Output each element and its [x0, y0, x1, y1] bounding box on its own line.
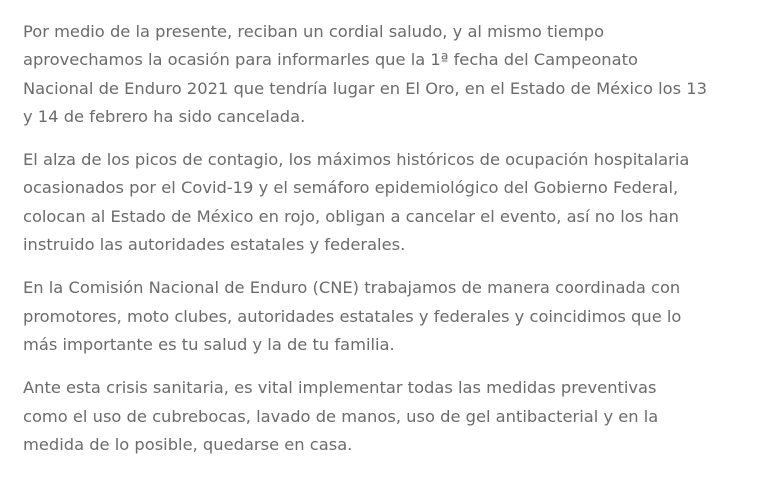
text-line: ocasionados por el Covid-19 y el semáforo epidemiológico del Gobierno Federal, — [23, 178, 679, 198]
paragraph-cne-statement — [23, 274, 749, 359]
text-line: aprovechamos la ocasión para informarles que la 1ª fecha del Campeonato — [23, 50, 638, 70]
text-line: colocan al Estado de México en rojo, obligan a cancelar el evento, así no los han — [23, 206, 679, 226]
text-line: como el uso de cubrebocas, lavado de manos, uso de gel antibacterial y en la — [23, 406, 659, 426]
text-line: medida de lo posible, quedarse en casa. — [23, 434, 353, 454]
text-line: Nacional de Enduro 2021 que tendría lugar en El Oro, en el Estado de México los 13 — [23, 78, 707, 98]
text-line: más importante es tu salud y la de tu familia. — [23, 334, 395, 354]
text-line: y 14 de febrero ha sido cancelada. — [23, 106, 306, 126]
text-line: instruido las autoridades estatales y federales. — [23, 235, 406, 255]
paragraph-cancellation-notice — [23, 18, 749, 131]
text-line: promotores, moto clubes, autoridades estatales y federales y coincidimos que lo — [23, 306, 682, 326]
paragraph-covid-reason — [23, 146, 749, 259]
text-line: El alza de los picos de contagio, los máximos históricos de ocupación hospitalaria — [23, 150, 690, 170]
text-line: En la Comisión Nacional de Enduro (CNE) trabajamos de manera coordinada con — [23, 278, 681, 298]
text-line: Por medio de la presente, reciban un cordial saludo, y al mismo tiempo — [23, 22, 605, 41]
paragraph-health-measures — [23, 374, 749, 459]
text-line: Ante esta crisis sanitaria, es vital implementar todas las medidas preventivas — [23, 378, 657, 398]
